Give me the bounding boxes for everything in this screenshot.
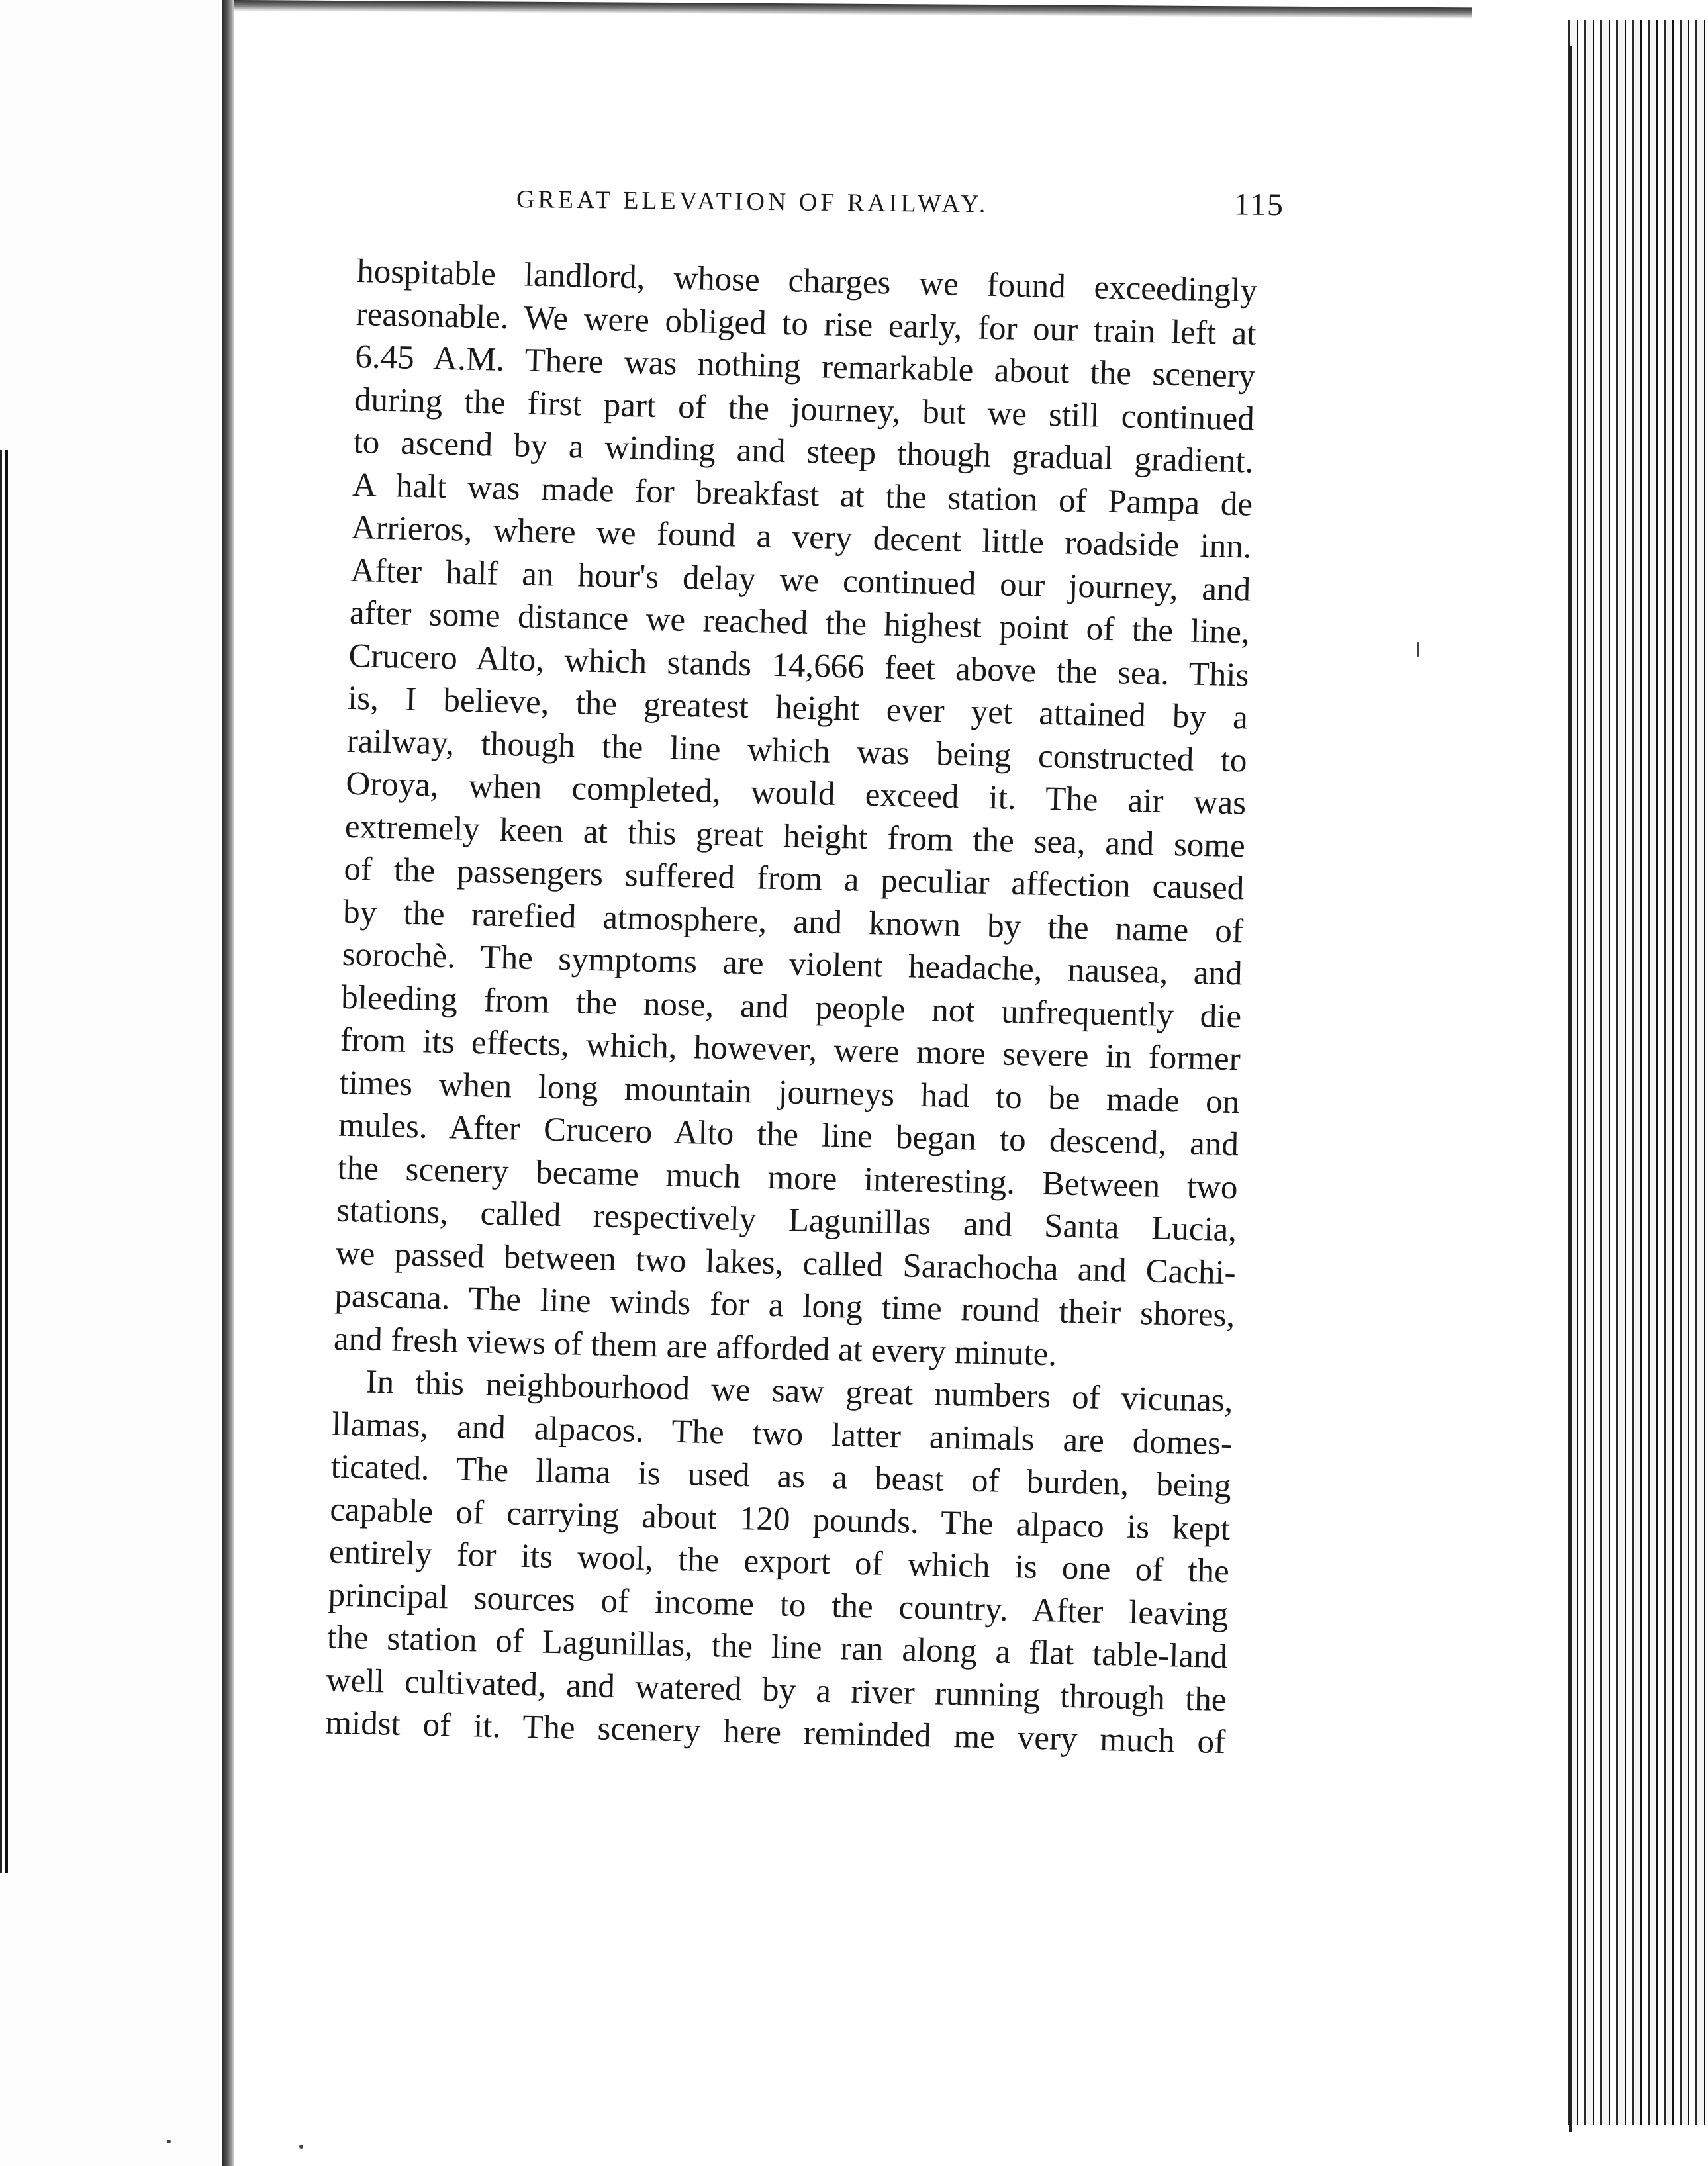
running-title: GREAT ELEVATION OF RAILWAY. <box>516 185 989 218</box>
text-line: during the first part of the journey, but we still continued <box>354 381 1255 438</box>
text-line: of the passengers suffered from a peculiar affection caused <box>343 850 1245 908</box>
text-line: the scenery became much more interesting. Between two <box>337 1149 1239 1206</box>
text-line: midst of it. The scenery here reminded me very much of <box>324 1704 1226 1762</box>
text-line: reasonable. We were obliged to rise early, for our train left at <box>356 295 1257 353</box>
text-line: stations, called respectively Lagunillas and Santa Lucia, <box>336 1192 1237 1249</box>
text-line: times when long mountain journeys had to be made on <box>338 1064 1240 1121</box>
text-line: ticated. The llama is used as a beast of burden, being <box>330 1448 1232 1505</box>
text-line: hospitable landlord, whose charges we found exceedingly <box>356 252 1258 310</box>
text-line: by the rarefied atmosphere, and known by the name of <box>342 893 1244 950</box>
facing-page-border <box>5 450 8 1873</box>
text-line: to ascend by a winding and steep though gradual gradient. <box>353 423 1254 481</box>
text-line: Oroya, when completed, would exceed it. The air was <box>345 765 1247 822</box>
paragraph-end-line: and fresh views of them are afforded at every minute. <box>333 1320 1057 1373</box>
text-line: railway, though the line which was being constructed to <box>346 722 1248 779</box>
text-line: is, I believe, the greatest height ever yet attained by a <box>347 679 1249 737</box>
facing-page-edge <box>0 0 225 2166</box>
text-line: sorochè. The symptoms are violent headache, nausea, and <box>342 935 1243 993</box>
text-line: principal sources of income to the country. After leaving <box>328 1576 1229 1633</box>
text-line: mules. After Crucero Alto the line began to descend, and <box>338 1106 1239 1164</box>
body-text <box>325 250 1258 1764</box>
text-line: entirely for its wool, the export of which is one of the <box>328 1533 1230 1591</box>
text-line: the station of Lagunillas, the line ran along a flat table-land <box>326 1619 1228 1676</box>
text-line: llamas, and alpacos. The two latter animals are domes- <box>331 1405 1233 1462</box>
stacked-page-edges <box>1562 20 1708 2125</box>
book-gutter <box>222 0 234 2166</box>
text-line: pascana. The line winds for a long time round their shores, <box>334 1277 1235 1335</box>
page-right-edge <box>1569 46 1572 2132</box>
text-line: bleeding from the nose, and people not unfrequently die <box>340 978 1242 1035</box>
text-line: well cultivated, and watered by a river running through the <box>326 1661 1227 1719</box>
text-line: extremely keen at this great height from the sea, and some <box>344 808 1246 865</box>
scan-speck <box>167 2140 171 2143</box>
text-line: capable of carrying about 120 pounds. The alpaco is kept <box>329 1491 1231 1548</box>
text-line: from its effects, which, however, were more severe in former <box>340 1021 1241 1078</box>
text-line: After half an hour's delay we continued our journey, and <box>350 551 1251 609</box>
text-line: after some distance we reached the highest point of the line, <box>349 594 1251 651</box>
paragraph-start-line: In this neighbourhood we saw great numbers of vicunas, <box>365 1363 1234 1420</box>
page-number: 115 <box>1233 187 1285 223</box>
text-line: Crucero Alto, which stands 14,666 feet above the sea. This <box>348 637 1249 694</box>
text-line: Arrieros, where we found a very decent little roadside inn. <box>351 508 1253 566</box>
scan-speck <box>299 2145 303 2149</box>
text-line: A halt was made for breakfast at the station of Pampa de <box>352 466 1253 524</box>
text-line: we passed between two lakes, called Sarachocha and Cachi- <box>335 1235 1237 1292</box>
text-line: 6.45 A.M. There was nothing remarkable about the scenery <box>354 338 1256 395</box>
scan-mark <box>1417 642 1419 657</box>
